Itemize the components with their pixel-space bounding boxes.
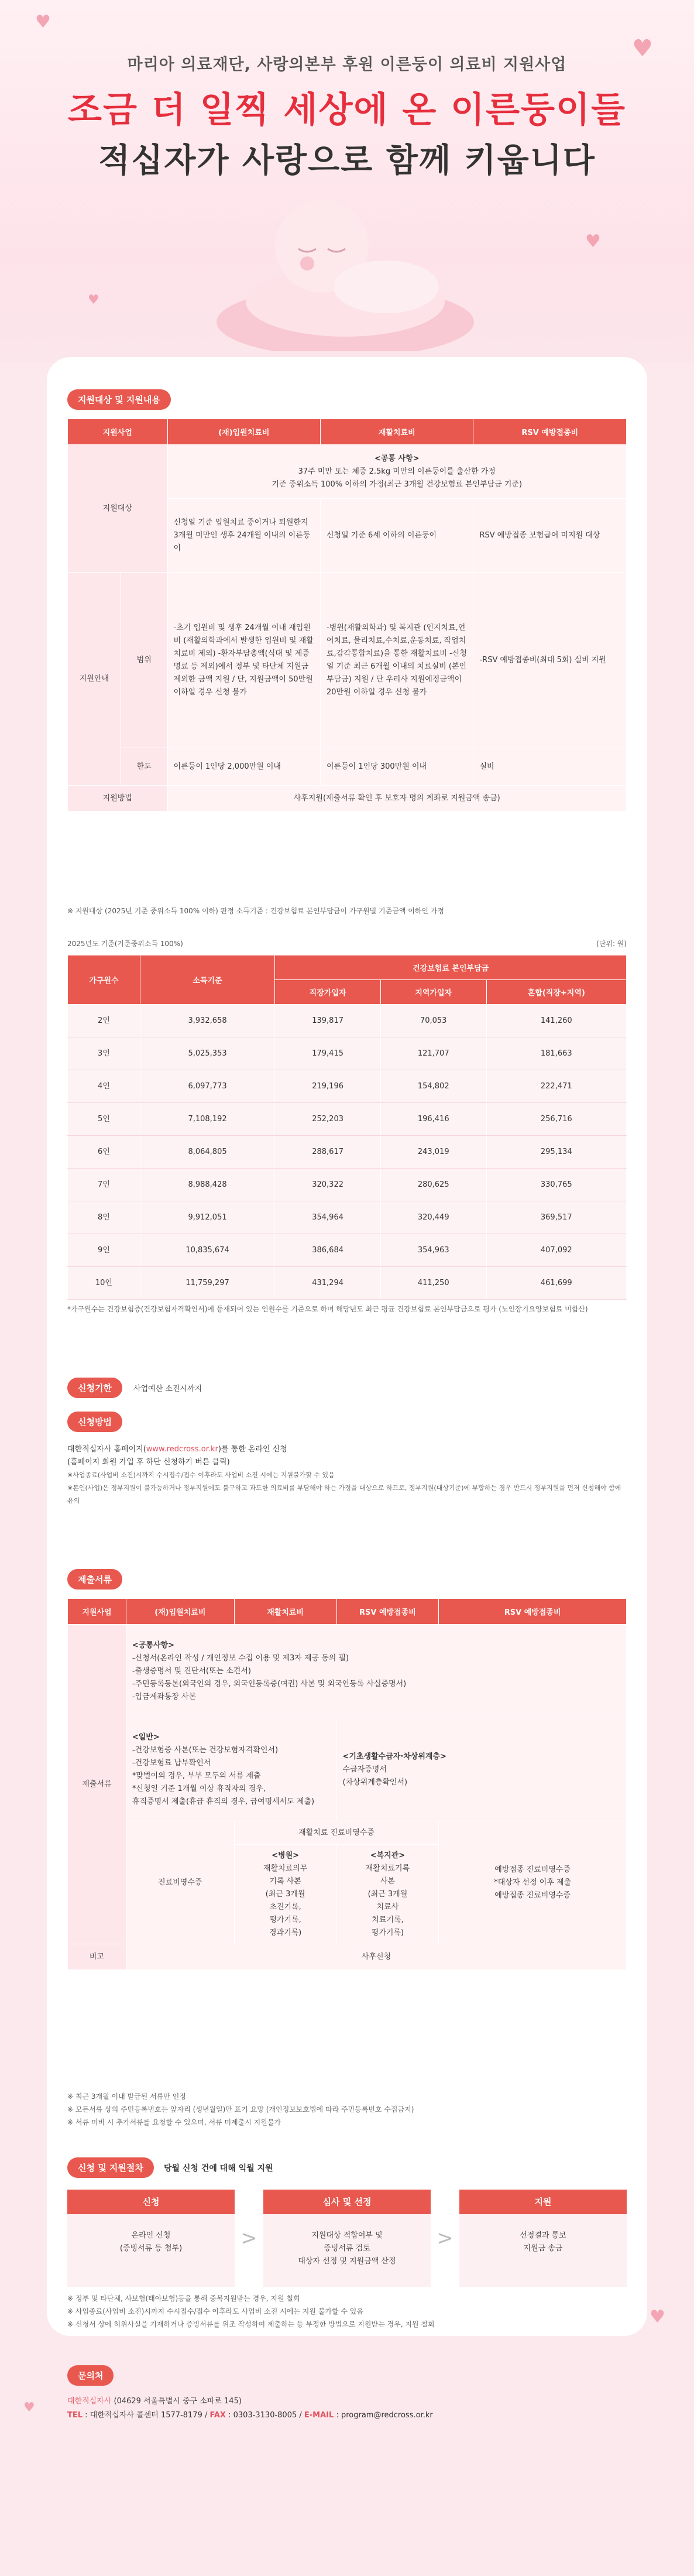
common-criteria: <공통 사항> 37주 미만 또는 체중 2.5kg 미만의 이른둥이를 출산한 가정 기준 중위소득 100% 이하의 가정(최근 3개월 건강보험료 본인부담금 기준) [167, 445, 626, 499]
table-header: 지원사업 [68, 419, 168, 445]
table-cell: 431,294 [275, 1267, 381, 1300]
table-cell: 181,663 [486, 1037, 626, 1070]
table-row [68, 1136, 627, 1169]
rsv-docs: 예방접종 진료비영수증 *대상자 선정 이후 제출 예방접종 진료비영수증 [439, 1821, 627, 1944]
section-pill: 신청 및 지원절차 [67, 2157, 154, 2178]
table-header: RSV 예방접종비 [439, 1599, 627, 1625]
process-step: 지원 선정결과 통보 지원금 송금 [459, 2190, 627, 2287]
table-cell: 실비 [473, 748, 627, 786]
table-cell: 5인 [68, 1103, 140, 1136]
table-cell: 8인 [68, 1201, 140, 1234]
process-step: 신청 온라인 신청 (증빙서류 등 첨부) [67, 2190, 235, 2287]
fee-unit: (단위: 원) [596, 940, 627, 948]
row-label: 제출서류 [68, 1625, 126, 1944]
chevron-right-icon: > [241, 2226, 257, 2250]
table-cell: 411,250 [380, 1267, 486, 1300]
row-label: 지원안내 [68, 573, 121, 786]
table-row [68, 1103, 627, 1136]
process-flow [67, 2190, 627, 2287]
hero-title: 조금 더 일찍 세상에 온 이른둥이들 [68, 90, 626, 131]
table-cell: 295,134 [486, 1136, 626, 1169]
hospital-docs: <병원> 재활치료의무 기록 사본 (최근 3개월 초진기록, 평가기록, 경과기록) [234, 1845, 336, 1944]
docs-section [67, 1569, 122, 1590]
table-header: 지원사업 [68, 1599, 126, 1625]
table-cell: 70,053 [380, 1005, 486, 1037]
table-cell: 8,988,428 [140, 1169, 275, 1201]
table-cell: 354,963 [380, 1234, 486, 1267]
table-cell: 354,964 [275, 1201, 381, 1234]
chevron-right-icon: > [437, 2226, 453, 2250]
table-header: 직장가입자 [275, 980, 381, 1005]
table-cell: 10인 [68, 1267, 140, 1300]
table-cell: 121,707 [380, 1037, 486, 1070]
heart-icon: ♥ [23, 2400, 35, 2415]
sleeping-baby-illustration [211, 176, 480, 351]
table-header: 혼합(직장+지역) [486, 980, 626, 1005]
table-cell: 179,415 [275, 1037, 381, 1070]
docs-notes: ※ 최근 3개월 이내 발급된 서류만 인정 ※ 모든서류 상의 주민등록번호는 앞자리 (생년월일)만 표기 요망 (개인정보보호법에 따라 주민등록번호 수집금지) ※ 서류 미비 시 추가서류를 요청할 수 있으며, 서류 미제출시 지원불가 [67, 2092, 414, 2126]
table-cell: 407,092 [486, 1234, 626, 1267]
table-cell: 신청일 기준 6세 이하의 이른둥이 [321, 499, 473, 573]
table-cell: 141,260 [486, 1005, 626, 1037]
table-cell: -초기 입원비 및 생후 24개월 이내 재입원비 (재활의학과에서 발생한 입원비 및 재활치료비 제외) -환자부담총액(식대 및 제증명료 등 제외)에서 정부 및 타단체 지원금 제외한 금액 지원 / 단, 지원금액이 50만원 이하일 경우 신청 불가 [167, 573, 320, 748]
row-label: 지원대상 [68, 445, 168, 573]
table-header: 소득기준 [140, 955, 275, 1005]
table-cell: 4인 [68, 1070, 140, 1103]
heart-icon: ♥ [35, 12, 51, 32]
heart-icon: ♥ [650, 2307, 665, 2327]
table-row [68, 1169, 627, 1201]
row-label: 비고 [68, 1944, 126, 1970]
section-pill: 제출서류 [67, 1569, 122, 1590]
table-cell: 7,108,192 [140, 1103, 275, 1136]
note: ※ 지원대상 (2025년 기준 중위소득 100% 이하) 판정 소득기준 : 건강보험료 본인부담금이 가구원별 기준금액 이하인 가정 [67, 907, 444, 915]
heart-icon: ♥ [585, 231, 601, 252]
table-cell: 9인 [68, 1234, 140, 1267]
table-header: 지역가입자 [380, 980, 486, 1005]
table-header: 건강보험료 본인부담금 [275, 955, 627, 980]
contact-section [67, 2365, 114, 2386]
period-text: 사업예산 소진시까지 [133, 1385, 202, 1393]
howto-section [67, 1412, 122, 1432]
welfare-docs: <복지관> 재활치료기록 사본 (최근 3개월 치료사 치료기록, 평가기록) [336, 1845, 439, 1944]
table-cell: 신청일 기준 입원치료 중이거나 퇴원한지 3개월 미만인 생후 24개월 이내의 이른둥이 [167, 499, 320, 573]
table-cell: 5,025,353 [140, 1037, 275, 1070]
hero-subtitle: 마리아 의료재단, 사랑의본부 후원 이른둥이 의료비 지원사업 [127, 56, 567, 74]
howto-body: 대한적십자사 홈페이지(www.redcross.or.kr)를 통한 온라인 신청 (홈페이지 회원 가입 후 하단 신청하기 버튼 클릭) ※사업종료(사업비 소진)시까지 수시접수/접수 이후라도 사업비 소진 시에는 지원불가할 수 있음 ※본인(사업)은 정부지원이 불가능하거나 정부지원에도 불구하고 과도한 의료비를 부담해야 하는 가정을 대상으로 하므로, 정부지원(대상기준)에 부합하는 경우 반드시 정부지원을 먼저 신청해야 함에 유의 [67, 1445, 621, 1505]
table-cell: 9,912,051 [140, 1201, 275, 1234]
table-cell: 139,817 [275, 1005, 381, 1037]
basic-docs: <기초생활수급자·차상위계층> 수급자증명서 (차상위계층확인서) [336, 1718, 626, 1821]
table-cell: 6인 [68, 1136, 140, 1169]
heart-icon: ♥ [88, 293, 99, 307]
table-cell: 288,617 [275, 1136, 381, 1169]
table-row [68, 1234, 627, 1267]
table-cell: 256,716 [486, 1103, 626, 1136]
table-header: 재활치료비 [321, 419, 473, 445]
row-label: 지원방법 [68, 786, 168, 811]
table-cell: 154,802 [380, 1070, 486, 1103]
table-cell: 진료비영수증 [126, 1821, 234, 1944]
hero-title-2: 적십자가 사랑으로 함께 키웁니다 [98, 142, 596, 180]
table-row [68, 1070, 627, 1103]
table-cell: 252,203 [275, 1103, 381, 1136]
table-cell: 사후지원(제출서류 확인 후 보호자 명의 계좌로 지원금액 송금) [167, 786, 626, 811]
table-cell: 369,517 [486, 1201, 626, 1234]
fee-caption-row [67, 937, 627, 950]
table-header: RSV 예방접종비 [473, 419, 627, 445]
process-step: 심사 및 선정 지원대상 적합여부 및 증빙서류 검토 대상자 선정 및 지원금액 산정 [263, 2190, 431, 2287]
process-notes: ※ 정부 및 타단체, 사보험(태아보험)등을 통해 중복지원받는 경우, 지원 철회 ※ 사업종료(사업비 소진)시까지 수시접수/접수 이후라도 사업비 소진 시에는 지원 불가할 수 있음 ※ 신청서 상에 허위사실을 기재하거나 증빙서류를 위조 작성하여 제출하는 등 부정한 방법으로 지원받는 경우, 지원 철회 [67, 2294, 435, 2328]
table-cell: -병원(재활의학과) 및 복지관 (인지치료,언어치료, 물리치료,수치료,운동치료, 작업치료,감각통합치료)을 통한 재활치료비 -신청일 기준 최근 6개월 이내의 치료실비 (본인부담금) 지원 / 단 우리사 지원예정금액이 20만원 이하일 경우 신청 불가 [321, 573, 473, 748]
table-cell: 320,449 [380, 1201, 486, 1234]
table-cell: 8,064,805 [140, 1136, 275, 1169]
table-row [68, 1037, 627, 1070]
table-cell: 3,932,658 [140, 1005, 275, 1037]
hero-banner [0, 0, 694, 363]
email-link[interactable]: : program@redcross.or.kr [334, 2411, 433, 2420]
support-table [67, 419, 627, 811]
table-row [68, 1005, 627, 1037]
table-row [68, 1201, 627, 1234]
table-cell: 330,765 [486, 1169, 626, 1201]
table-cell: 재활치료 진료비영수증 [234, 1821, 439, 1845]
section-pill: 신청기한 [67, 1378, 122, 1398]
table-row [68, 1267, 627, 1300]
note: *가구원수는 건강보험증(건강보험자격확인서)에 등재되어 있는 인원수를 기준으로 하며 해당년도 최근 평균 건강보험료 본인부담금으로 평가 (노인장기요양보험료 미합산) [67, 1305, 588, 1313]
homepage-link[interactable]: www.redcross.or.kr [146, 1445, 218, 1454]
table-header: (재)입원치료비 [167, 419, 320, 445]
table-header: 가구원수 [68, 955, 140, 1005]
table-cell: 2인 [68, 1005, 140, 1037]
table-cell: 이른둥이 1인당 2,000만원 이내 [167, 748, 320, 786]
table-cell: 222,471 [486, 1070, 626, 1103]
fee-table [67, 955, 627, 1300]
table-cell: 196,416 [380, 1103, 486, 1136]
process-section [67, 2157, 273, 2178]
table-cell: 3인 [68, 1037, 140, 1070]
contact-info: 대한적십자사 (04629 서울특별시 중구 소파로 145) TEL : 대한적십자사 콜센터 1577-8179 / FAX : 0303-3130-8005 / E-MAIL : program@redcross.or.kr [67, 2397, 433, 2420]
fee-caption: 2025년도 기준(기준중위소득 100%) [67, 940, 183, 948]
common-docs: <공통사항> -신청서(온라인 작성 / 개인정보 수집 이용 및 제3자 제공 동의 필) -출생증명서 및 진단서(또는 소견서) -주민등록등본(외국인의 경우, 외국인등록증(여권) 사본 및 외국인등록 사실증명서) -입금계좌통장 사본 [126, 1625, 626, 1718]
heart-icon: ♥ [632, 35, 653, 62]
table-cell: 이른둥이 1인당 300만원 이내 [321, 748, 473, 786]
process-subtitle: 당월 신청 건에 대해 익월 지원 [163, 2164, 273, 2173]
table-cell: 7인 [68, 1169, 140, 1201]
table-cell: 219,196 [275, 1070, 381, 1103]
table-cell: RSV 예방접종 보험급여 미지원 대상 [473, 499, 627, 573]
section-pill: 신청방법 [67, 1412, 122, 1432]
row-label: 한도 [121, 748, 167, 786]
table-cell: 386,684 [275, 1234, 381, 1267]
table-cell: 11,759,297 [140, 1267, 275, 1300]
period-row [67, 1378, 202, 1398]
table-cell: 280,625 [380, 1169, 486, 1201]
table-cell: 320,322 [275, 1169, 381, 1201]
docs-table: 지원사업 (재)입원치료비 재활치료비 RSV 예방접종비 RSV 예방접종비 제출서류 <공통사항> -신청서(온라인 작성 / 개인정보 수집 이용 및 제3자 제공 동의 필) -출생증명서 및 진단서(또는 소견서) -주민등록등본(외국인의 경우, 외국인등록증(여권) 사본 및 외국인등록 사실증명서) -입금계좌통장 사본 <일반> -건강보험증 사본(또는 건강보험자격확인서) -건강보험료 납부확인서 *맞벌이의 경우, 부부 모두의 서류 제출 *신청일 기준 1개월 이상 휴직자의 경우, 휴직증명서 제출(휴급 휴직의 경우, 급여명세서도 제출) <기초생활수급자·차상위계층> 수급자증명서 (차상위계층확인서) 진료비영수증 재활치료 진료비영수증 예방접종 진료비영수증 *대상자 선정 이후 제출 예방접종 진료비영수증 <병원> 재활치료의무 기록 사본 (최근 3개월 초진기록, 평가기록, 경과기록) <복지관> 재활치료기록 사본 (최근 3개월 치료사 치료기록, 평가기록) 비고 사후신청 [67, 1598, 627, 1970]
table-cell: 6,097,773 [140, 1070, 275, 1103]
table-cell: 10,835,674 [140, 1234, 275, 1267]
row-label: 범위 [121, 573, 167, 748]
section-pill: 문의처 [67, 2365, 114, 2386]
table-cell: 243,019 [380, 1136, 486, 1169]
table-header: (재)입원치료비 [126, 1599, 234, 1625]
section-pill: 지원대상 및 지원내용 [67, 389, 171, 410]
table-cell: -RSV 예방접종비(최대 5회) 실비 지원 [473, 573, 627, 748]
general-docs: <일반> -건강보험증 사본(또는 건강보험자격확인서) -건강보험료 납부확인서 *맞벌이의 경우, 부부 모두의 서류 제출 *신청일 기준 1개월 이상 휴직자의 경우, 휴직증명서 제출(휴급 휴직의 경우, 급여명세서도 제출) [126, 1718, 336, 1821]
table-header: 재활치료비 [234, 1599, 336, 1625]
table-cell: 사후신청 [126, 1944, 626, 1970]
table-cell: 461,699 [486, 1267, 626, 1300]
